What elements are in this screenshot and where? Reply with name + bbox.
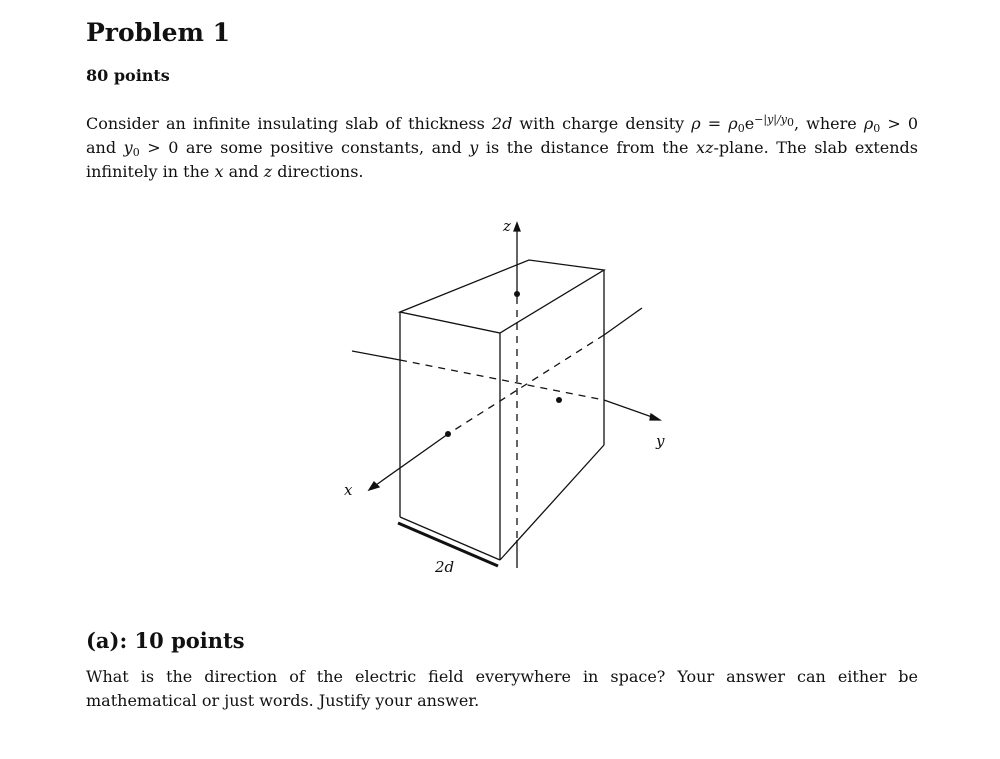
z-axis-dot [514, 291, 520, 297]
text-segment: and [223, 162, 264, 181]
slab-bottom-edge [400, 517, 500, 560]
math-sub: 0 [873, 122, 881, 135]
x-axis-lower [376, 434, 448, 485]
math-2d: 2d [491, 114, 513, 133]
math-sub: 0 [132, 146, 140, 159]
x-axis-upper [604, 308, 642, 335]
x-axis-dot [445, 431, 451, 437]
math-sub: 0 [737, 122, 745, 135]
problem-title: Problem 1 [86, 18, 231, 47]
math-exp-sub: 0 [786, 116, 794, 129]
math-e: e [744, 114, 755, 133]
text-segment: , where [793, 114, 864, 133]
y-axis-right [604, 400, 652, 417]
slab-top-face [400, 260, 604, 333]
problem-points: 80 points [86, 66, 170, 85]
slab-figure [0, 205, 1000, 585]
math-z: z [263, 162, 273, 181]
math-exp-text: −|y|/y [754, 113, 787, 126]
math-x: x [214, 162, 224, 181]
text-segment: > 0 are some positive constants, and [139, 138, 470, 157]
text-segment: with charge density [512, 114, 692, 133]
y-axis-dot [556, 397, 562, 403]
z-axis-label: z [503, 217, 511, 235]
y-axis-left [352, 351, 400, 360]
text-segment: > 0 and [86, 114, 919, 157]
text-segment: is the distance from the [478, 138, 697, 157]
x-axis-dashed [448, 335, 604, 434]
text-segment: Consider an infinite insulating slab of thickness [86, 114, 492, 133]
math-xz: xz [696, 138, 714, 157]
text-segment: directions. [272, 162, 364, 181]
y-axis-arrowhead [650, 414, 660, 420]
math-exponent [754, 113, 794, 129]
z-axis-arrowhead [514, 223, 520, 231]
thickness-label: 2d [435, 558, 455, 576]
slab-side-bottom-edge [500, 445, 604, 560]
text-segment: -plane. The slab extends infinitely in the [86, 138, 919, 181]
math-rho: ρ [691, 114, 701, 133]
y-axis-dashed [400, 360, 604, 400]
x-axis-label: x [344, 481, 353, 499]
math-y: y [469, 138, 479, 157]
math-equals: = [700, 114, 729, 133]
math-rho0: ρ [863, 114, 874, 133]
math-rho0: ρ [728, 114, 738, 133]
part-a-heading: (a): 10 points [86, 628, 245, 653]
y-axis-label: y [656, 432, 665, 450]
problem-statement [86, 112, 918, 184]
math-y0: y [123, 138, 133, 157]
part-a-question: What is the direction of the electric field everywhere in space? Your answer can either be mathematical or just words. Justify your answer. [86, 667, 918, 710]
